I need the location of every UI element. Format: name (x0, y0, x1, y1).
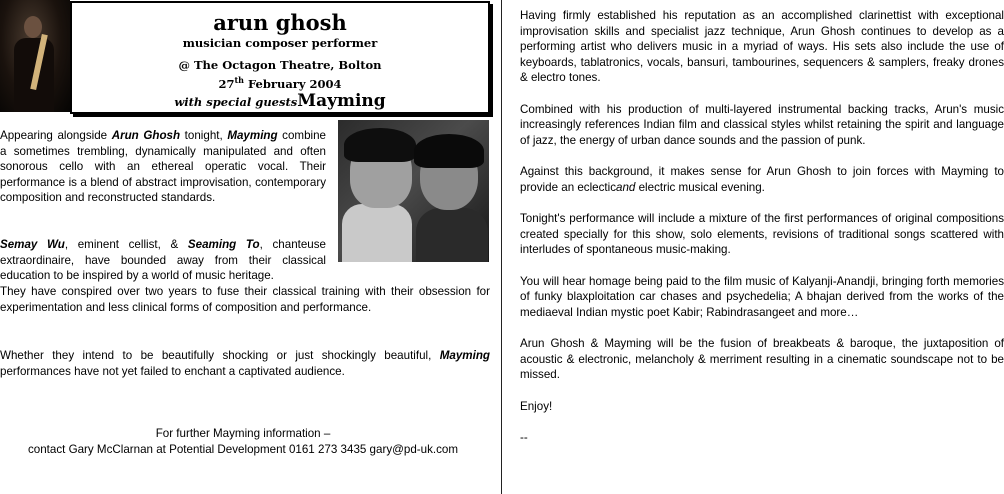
closing-text-2: performances have not yet failed to enchant a captivated audience. (0, 364, 345, 378)
performance-paragraph: Tonight's performance will include a mixture of the first performances of original compositions created specially for this show, solo elements, revisions of traditional songs scattered with interludes of spontaneous music-making. (520, 212, 1004, 256)
title-box (70, 1, 490, 114)
mayming-photo (338, 120, 489, 262)
member-name-2: Seaming To (187, 238, 260, 251)
contact-line-2: contact Gary McClarnan at Potential Development 0161 273 3435 gary@pd-uk.com (27, 442, 459, 456)
intro-text-2: tonight, (180, 129, 228, 142)
closing-paragraph (0, 348, 490, 379)
artist-name: arun ghosh (213, 10, 347, 35)
conspired-paragraph: They have conspired over two years to fuse their classical training with their obsession for experimentation and less clinical forms of composition and performance. (0, 285, 490, 314)
intro-paragraph (0, 128, 326, 206)
special-guests (72, 92, 488, 111)
reputation-paragraph: Having firmly established his reputation as an accomplished clarinettist with exceptional improvisation skills and specialist jazz technique, Arun Ghosh continues to develop as a performing artist who delivers music in a myriad of ways. His sets also include the use of keyboards, tablatronics, vocals, bansuri, tambourines, sequencers & samplers, freaky drones & electro tones. (520, 9, 1004, 84)
intro-emph-2: Mayming (227, 129, 278, 142)
intro-text-3: combine a sometimes trembling, dynamically manipulated and often sonorous cello with an ethereal operatic vocal. Their performance is a blend of abstract improvisation, contemporary composition and reconstructed standards. (0, 129, 327, 204)
member-name-1: Semay Wu (0, 238, 65, 251)
contact-line-1: For further Mayming information – (155, 427, 331, 440)
contact-info (0, 426, 486, 457)
members-text-2: , chanteuse extraordinaire, have bounded away from their classical education to be inspired by a world of music heritage. (0, 238, 327, 282)
guests-prefix: with special guests (174, 94, 298, 109)
date-day: 27 (218, 76, 235, 91)
right-column (520, 8, 1004, 494)
fusion-paragraph: Arun Ghosh & Mayming will be the fusion of breakbeats & baroque, the juxtaposition of acoustic & electronic, melancholy & merriment resulting in a cinematic soundscape not to be missed. (520, 337, 1004, 381)
background-text-1: Against this background, it makes sense for Arun Ghosh to join forces with Mayming to provide an eclectic (520, 165, 1004, 194)
closing-emph: Mayming (439, 349, 490, 362)
artist-roles: musician composer performer (182, 36, 378, 50)
photo-figure-1-body (342, 204, 412, 262)
photo-figure-2-hair (414, 134, 484, 168)
venue: @ The Octagon Theatre, Bolton (178, 58, 382, 72)
production-paragraph: Combined with his production of multi-layered instrumental backing tracks, Arun's music increasingly references Indian film and classical styles whilst retaining the spirit and language of jazz, the energy of urban dance sounds and the passion of punk. (520, 102, 1004, 147)
intro-emph-1: Arun Ghosh (111, 129, 181, 142)
closing-text-1: Whether they intend to be beautifully shocking or just shockingly beautiful, (0, 349, 440, 362)
members-text-1: , eminent cellist, & (64, 238, 188, 251)
signoff-dashes: -- (520, 431, 528, 444)
event-date (72, 73, 488, 92)
photo-figure-2-body (416, 208, 488, 262)
photo-figure-1-hair (344, 128, 416, 162)
guest-name: Mayming (297, 90, 386, 111)
column-divider (501, 0, 502, 494)
members-paragraph (0, 237, 326, 284)
date-rest: February 2004 (248, 76, 342, 91)
background-emph: and (616, 180, 636, 194)
enjoy-line: Enjoy! (520, 399, 553, 413)
intro-text-1: Appearing alongside (0, 129, 112, 142)
left-column (0, 0, 496, 494)
background-text-2: electric musical evening. (635, 180, 765, 194)
musician-photo (0, 0, 70, 112)
homage-paragraph: You will hear homage being paid to the film music of Kalyanji-Anandji, bringing forth memories of funky blaxploitation car chases and psychedelia; A bhajan derived from the works of the mediaeval Indian mystic poet Kabir; Rabindrasangeet and more… (520, 274, 1004, 319)
background-paragraph (520, 164, 1004, 195)
date-suffix: th (234, 75, 244, 85)
photo-head (24, 16, 42, 38)
